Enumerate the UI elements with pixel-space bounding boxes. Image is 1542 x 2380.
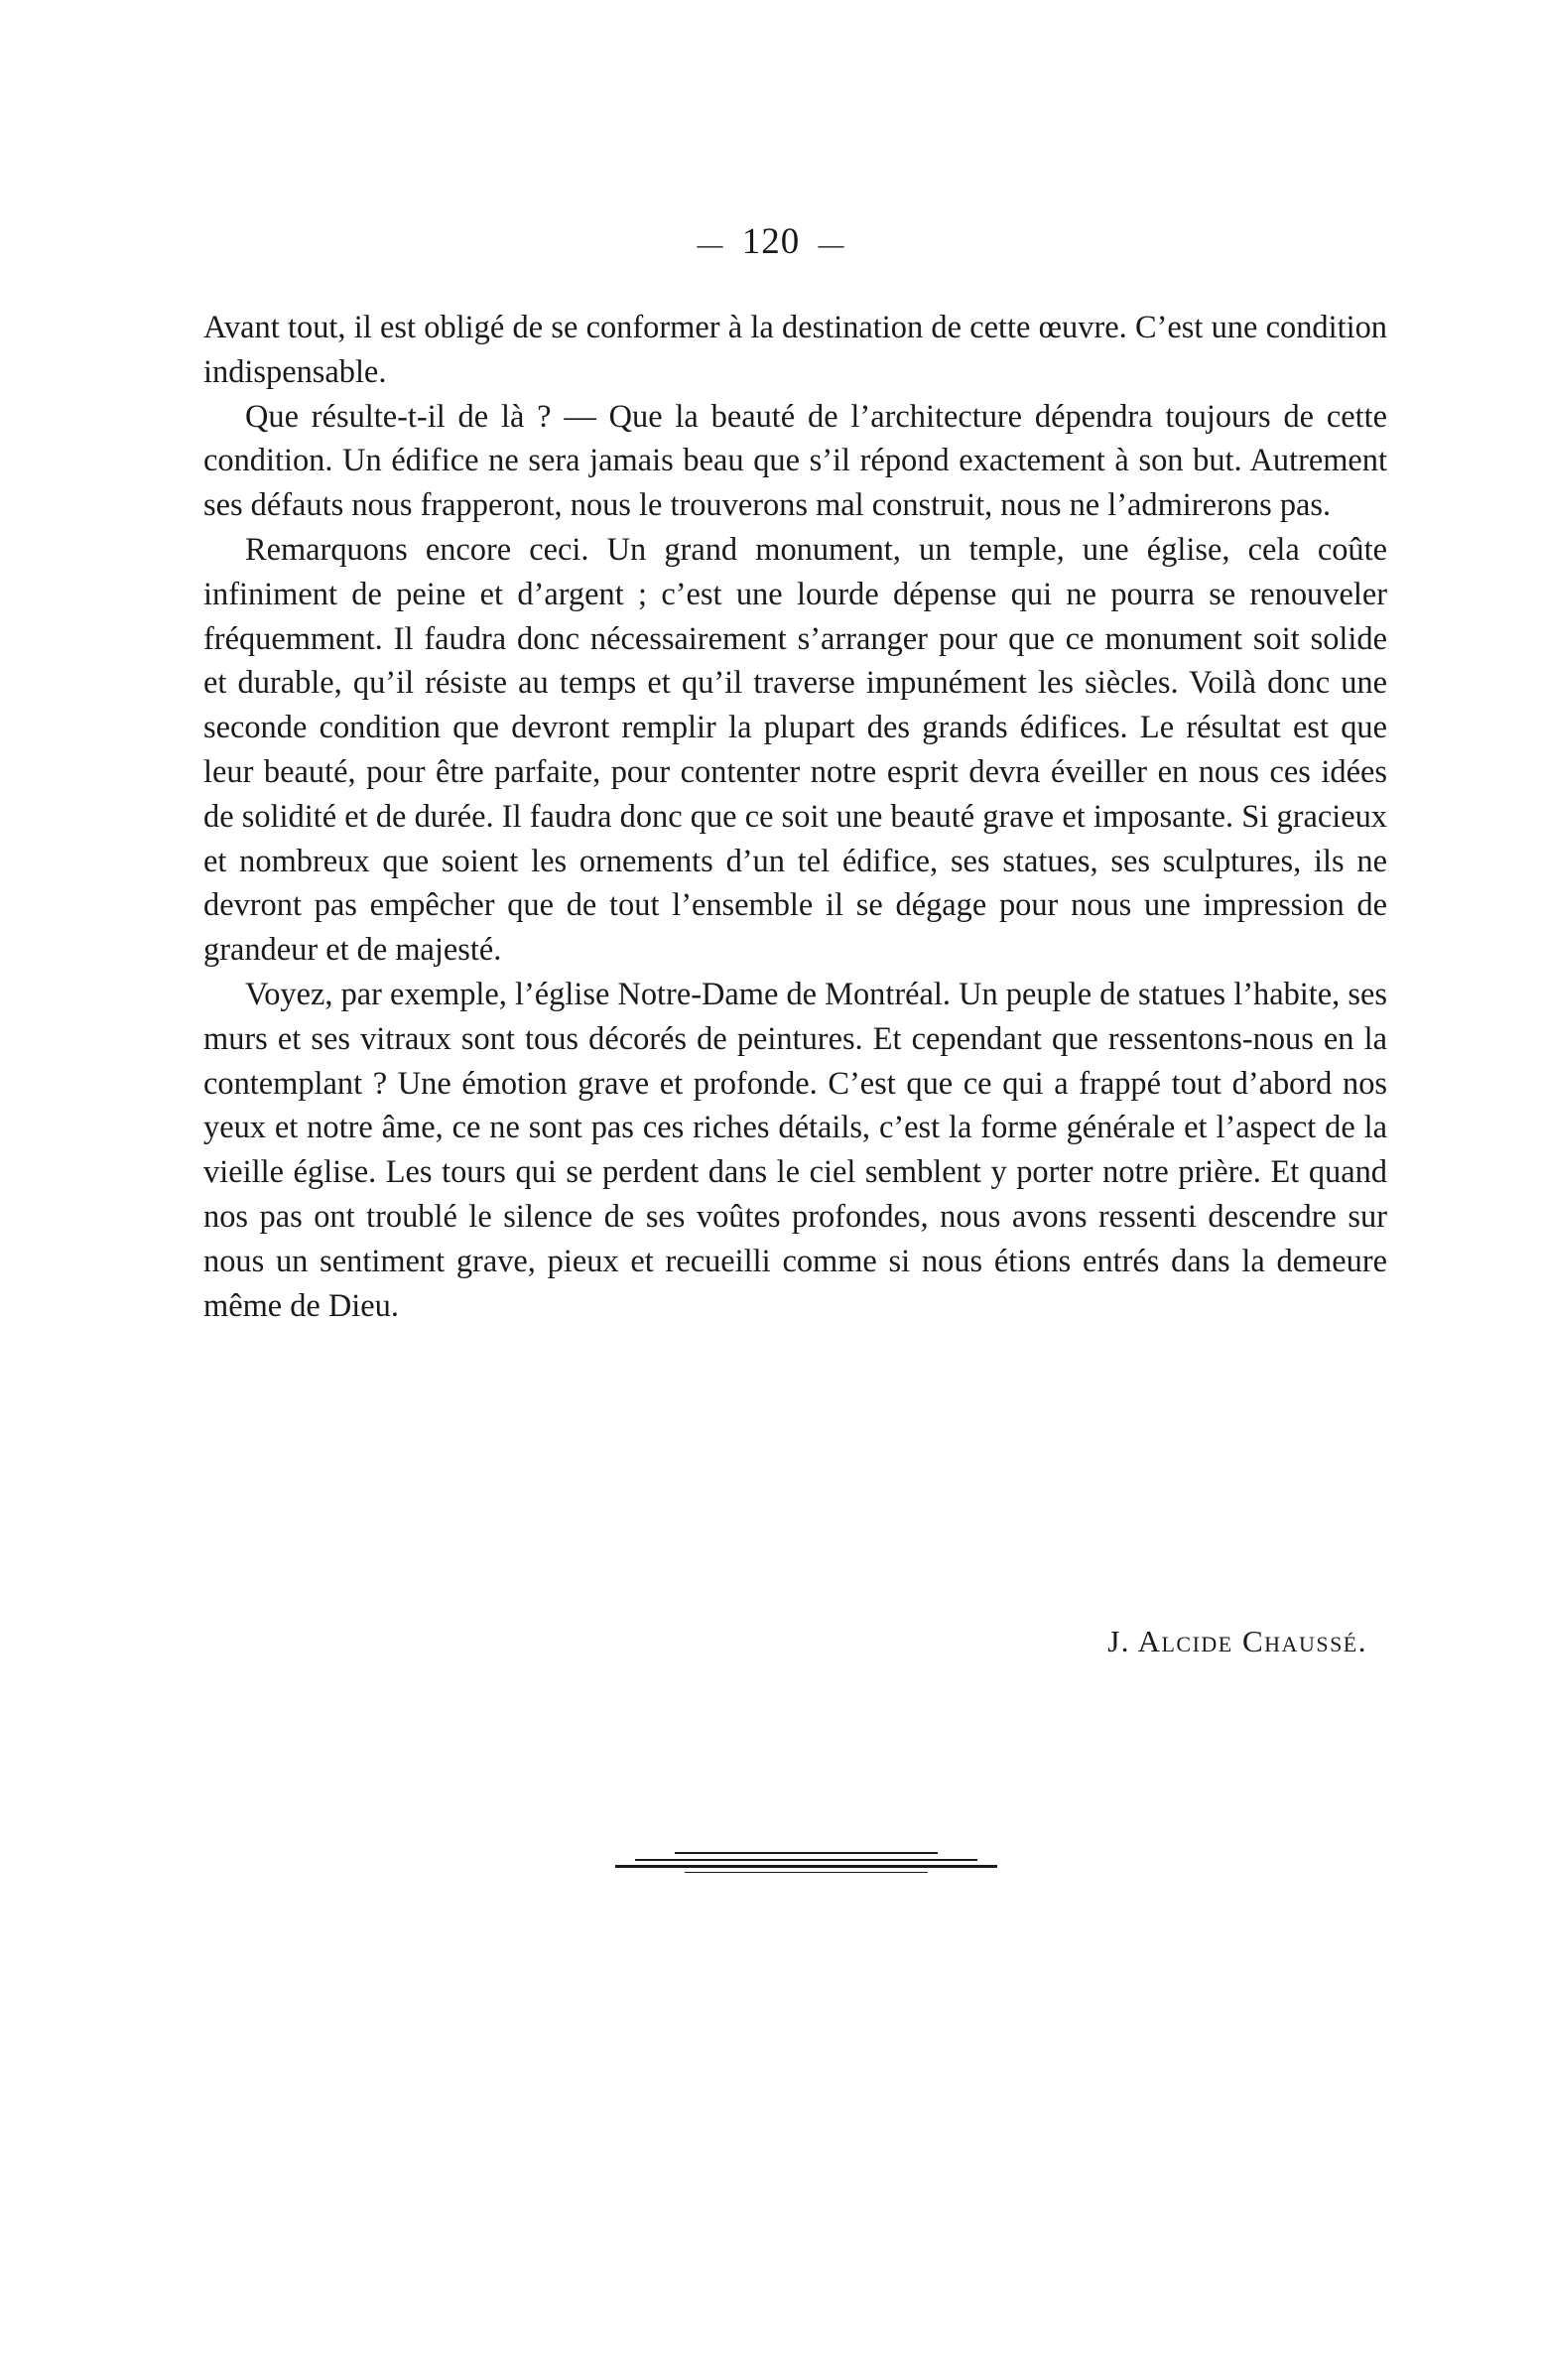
body-text xyxy=(203,306,1387,1328)
paragraph-2: Que résulte-t-il de là ? — Que la beauté de l’architecture dépendra toujours de cette condition. Un édifice ne sera jamais beau que s’il répond exactement à son but. Autrement ses défauts nous frapperont, nous le trouverons mal construit, nous ne l’admirerons pas. xyxy=(203,398,1387,524)
page-number-header xyxy=(0,220,1542,263)
page-number-dash-right: — xyxy=(818,229,845,259)
page-number: 120 xyxy=(741,221,801,262)
closing-ornament-rule xyxy=(615,1848,997,1876)
paragraph-1: Avant tout, il est obligé de se conformer à la destination de cette œuvre. C’est une condition indispensable. xyxy=(203,310,1387,390)
paragraph-4: Voyez, par exemple, l’église Notre-Dame de Montréal. Un peuple de statues l’habite, ses murs et ses vitraux sont tous décorés de peintures. Et cependant que ressentons-nous en la contemplant ? Une émotion grave et profonde. C’est que ce qui a frappé tout d’abord nos yeux et notre âme, ce ne sont pas ces riches détails, c’est la forme générale et l’aspect de la vieille église. Les tours qui se perdent dans le ciel semblent y porter notre prière. Et quand nos pas ont troublé le silence de ses voûtes profondes, nous avons ressenti descendre sur nous un sentiment grave, pieux et recueilli comme si nous étions entrés dans la demeure même de Dieu. xyxy=(203,976,1387,1324)
page-number-dash-left: — xyxy=(697,229,724,259)
author-signature: J. Alcide Chaussé. xyxy=(1107,1624,1367,1658)
paragraph-3: Remarquons encore ceci. Un grand monument, un temple, une église, cela coûte infiniment de peine et d’argent ; c’est une lourde dépense qui ne pourra se renouveler fréquemment. Il faudra donc nécessairement s’arranger pour que ce monument soit solide et durable, qu’il résiste au temps et qu’il traverse impunément les siècles. Voilà donc une seconde condition que devront remplir la plupart des grands édifices. Le résultat est que leur beauté, pour être parfaite, pour contenter notre esprit devra éveiller en nous ces idées de solidité et de durée. Il faudra donc que ce soit une beauté grave et imposante. Si gracieux et nombreux que soient les ornements d’un tel édifice, ses statues, ses sculptures, ils ne devront pas empêcher que de tout l’ensemble il se dégage pour nous une impression de grandeur et de majesté. xyxy=(203,531,1387,969)
